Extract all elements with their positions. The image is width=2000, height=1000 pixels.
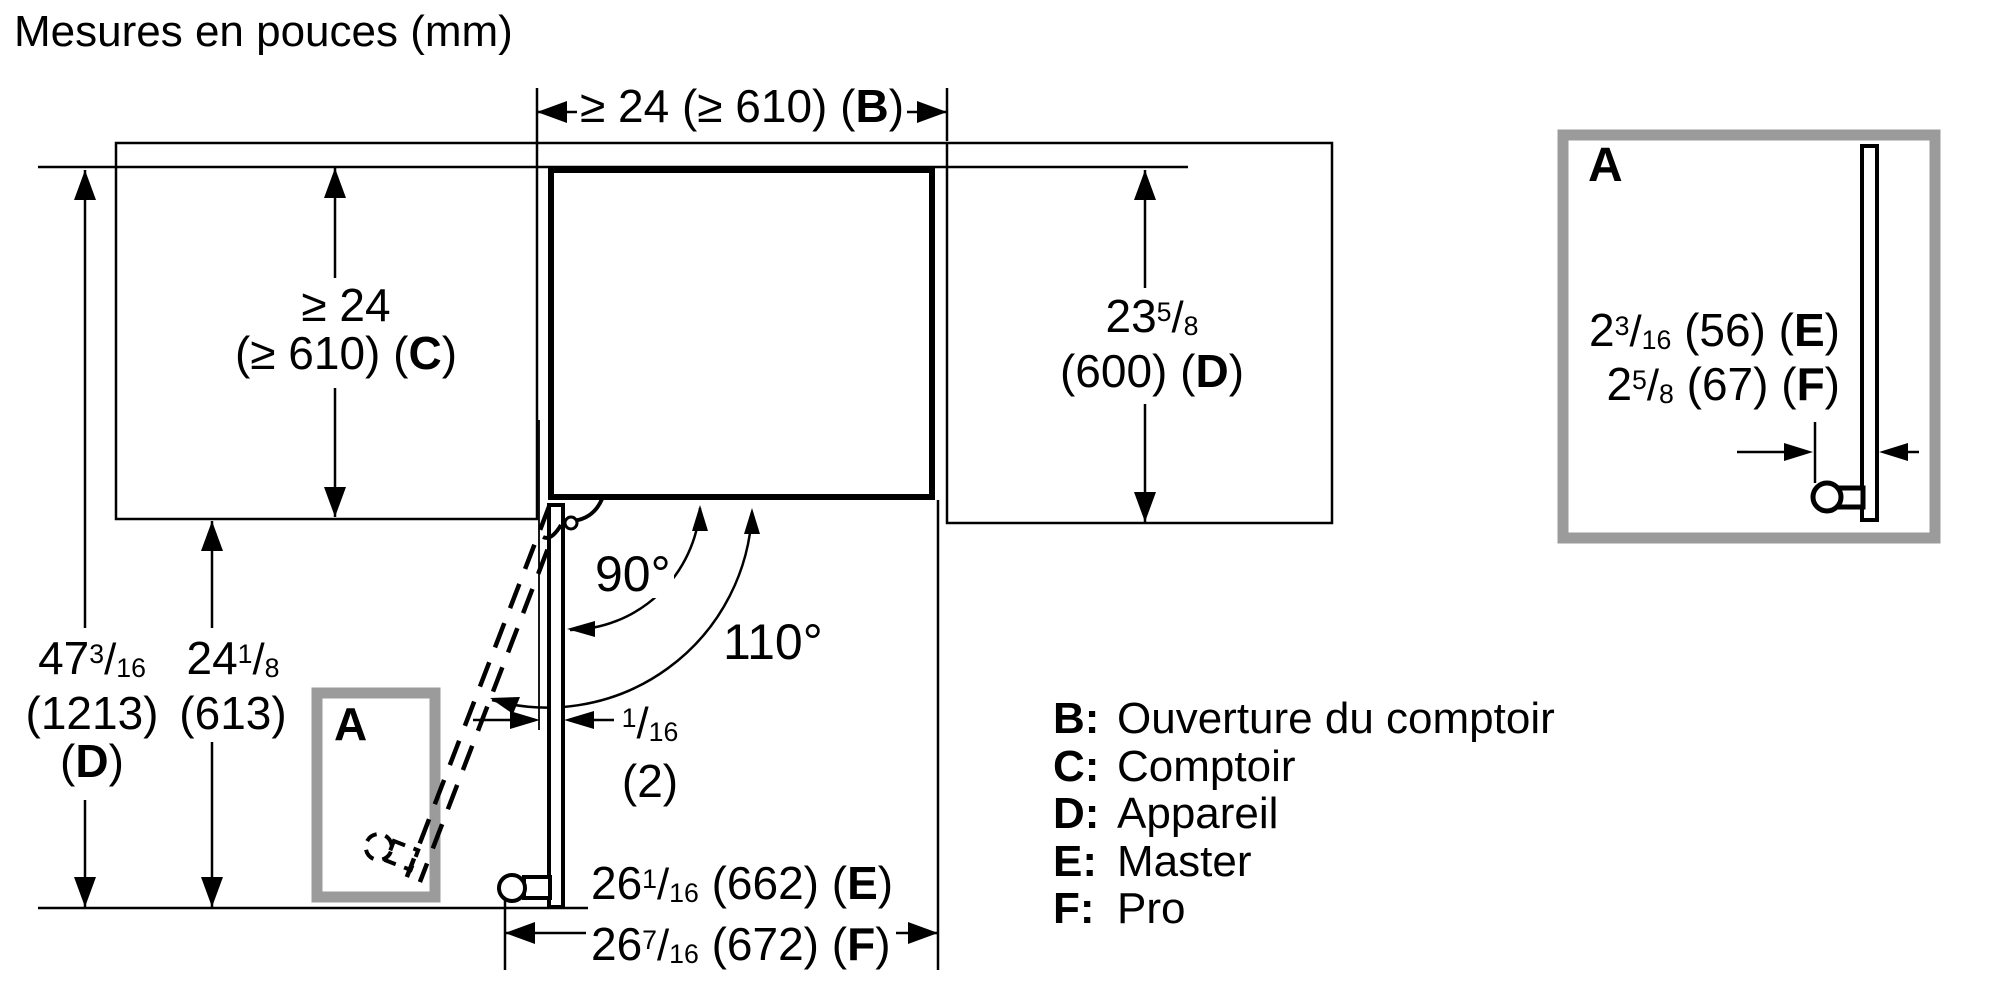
legend-label-b: Ouverture du comptoir bbox=[1117, 694, 1555, 743]
dim-47-fraction bbox=[38, 632, 146, 684]
detail-e-close: ) bbox=[1824, 304, 1840, 356]
callout-a-left-label: A bbox=[334, 698, 368, 750]
detail-f-slash: / bbox=[1646, 361, 1660, 410]
dim-24-whole: 24 bbox=[186, 632, 238, 684]
detail-handle-knob bbox=[1813, 483, 1841, 511]
legend-label-d: Appareil bbox=[1117, 789, 1279, 838]
arc-110-degrees bbox=[492, 512, 752, 708]
dim-47-key-open: ( bbox=[60, 735, 76, 787]
detail-f-key: F bbox=[1796, 358, 1825, 410]
dim-gap-slash: / bbox=[636, 699, 649, 748]
dim-f-whole: 26 bbox=[591, 918, 643, 970]
appliance-outline bbox=[551, 170, 932, 497]
legend-row-b bbox=[1053, 695, 1555, 743]
dim-d-close: ) bbox=[1228, 345, 1245, 397]
dim-47-key-close: ) bbox=[108, 735, 124, 787]
dim-47-whole: 47 bbox=[38, 632, 90, 684]
dim-e-den: 16 bbox=[669, 878, 699, 909]
dim-appliance-depth-d bbox=[1057, 292, 1247, 395]
angle-110-label: 110° bbox=[720, 618, 826, 666]
dim-47-den: 16 bbox=[116, 653, 146, 684]
dim-e-slash: / bbox=[657, 860, 670, 909]
detail-f-mm: (67) ( bbox=[1673, 358, 1797, 410]
dim-b-close: ) bbox=[888, 80, 905, 132]
dim-d-mm: (600) ( bbox=[1059, 345, 1196, 397]
dim-47-num: 3 bbox=[89, 638, 105, 669]
dim-24-fraction bbox=[186, 632, 279, 684]
detail-e-num: 3 bbox=[1614, 310, 1630, 341]
detail-e-slash: / bbox=[1629, 307, 1642, 356]
dim-c-key: C bbox=[408, 327, 442, 379]
dim-c-line1: ≥ 24 bbox=[301, 279, 391, 331]
legend-row-e bbox=[1053, 838, 1555, 886]
dim-47-slash: / bbox=[104, 635, 117, 684]
dim-d-num: 5 bbox=[1156, 296, 1172, 327]
dim-f-den: 16 bbox=[669, 939, 699, 970]
legend-key-e: E: bbox=[1053, 836, 1097, 886]
door-handle-knob bbox=[499, 875, 525, 901]
dim-niche-24 bbox=[176, 634, 289, 737]
dim-counter-opening-b bbox=[577, 82, 907, 130]
detail-f-num: 5 bbox=[1632, 364, 1647, 395]
detail-e-mm: (56) ( bbox=[1671, 304, 1794, 356]
dim-e-mm: (662) ( bbox=[698, 857, 848, 909]
dim-24-den: 8 bbox=[264, 653, 280, 684]
dim-total-depth-47 bbox=[23, 634, 162, 785]
callout-a-right-label: A bbox=[1588, 139, 1623, 192]
door-open-110-dashed bbox=[360, 488, 562, 883]
detail-line-f bbox=[1606, 358, 1840, 410]
legend-label-f: Pro bbox=[1117, 884, 1186, 933]
dim-d-slash: / bbox=[1171, 293, 1184, 342]
dim-d-den: 8 bbox=[1183, 311, 1199, 342]
dim-e-key: E bbox=[847, 857, 878, 909]
detail-e-whole: 2 bbox=[1589, 304, 1615, 356]
legend-label-e: Master bbox=[1117, 836, 1252, 886]
dim-gap-mm: (2) bbox=[621, 755, 679, 807]
legend-key-d: D: bbox=[1053, 789, 1100, 838]
legend bbox=[1053, 695, 1555, 933]
dim-f-slash: / bbox=[657, 921, 670, 970]
detail-e-key: E bbox=[1793, 304, 1825, 356]
dim-counter-depth-c bbox=[232, 281, 460, 377]
dim-e-close: ) bbox=[877, 857, 894, 909]
page-title: Mesures en pouces (mm) bbox=[14, 7, 513, 56]
dim-open-door-depth bbox=[588, 856, 896, 978]
dim-f-mm: (672) ( bbox=[698, 918, 848, 970]
detail-dimensions-text bbox=[1589, 304, 1840, 415]
dim-24-num: 1 bbox=[237, 638, 253, 669]
legend-row-d bbox=[1053, 790, 1555, 838]
dim-47-mm: (1213) bbox=[25, 687, 159, 739]
detail-f-den: 8 bbox=[1659, 379, 1674, 410]
dim-ef-line-f bbox=[591, 918, 891, 970]
detail-f-whole: 2 bbox=[1606, 358, 1633, 410]
dim-f-close: ) bbox=[875, 918, 891, 970]
dim-e-num: 1 bbox=[642, 863, 658, 894]
dim-24-mm: (613) bbox=[179, 687, 287, 739]
dim-d-whole: 23 bbox=[1105, 290, 1157, 342]
dim-gap-num: 1 bbox=[621, 702, 637, 733]
detail-line-e bbox=[1589, 304, 1840, 356]
legend-key-f: F: bbox=[1053, 884, 1095, 933]
dim-gap-den: 16 bbox=[648, 717, 679, 748]
dim-24-slash: / bbox=[252, 635, 265, 684]
legend-label-c: Comptoir bbox=[1117, 741, 1296, 791]
legend-row-f bbox=[1053, 885, 1555, 933]
legend-key-c: C: bbox=[1053, 741, 1100, 791]
dim-e-whole: 26 bbox=[591, 857, 643, 909]
legend-key-b: B: bbox=[1053, 694, 1100, 743]
dim-b-text: ≥ 24 (≥ 610) ( bbox=[579, 80, 856, 132]
dim-d-fraction bbox=[1105, 290, 1198, 342]
dim-47-key: D bbox=[75, 735, 109, 787]
dim-d-key: D bbox=[1195, 345, 1229, 397]
dim-c-line2: (≥ 610) ( bbox=[234, 327, 409, 379]
dim-f-key: F bbox=[847, 918, 876, 970]
dim-f-num: 7 bbox=[642, 924, 658, 955]
dim-ef-line-e bbox=[591, 857, 893, 909]
door-handle-bar bbox=[524, 877, 550, 898]
dim-b-key: B bbox=[855, 80, 889, 132]
legend-row-c bbox=[1053, 743, 1555, 791]
angle-90-label: 90° bbox=[592, 550, 674, 598]
detail-e-den: 16 bbox=[1641, 325, 1672, 356]
detail-f-close: ) bbox=[1824, 358, 1840, 410]
dim-gap-fraction bbox=[622, 698, 679, 753]
dim-c-close: ) bbox=[441, 327, 458, 379]
